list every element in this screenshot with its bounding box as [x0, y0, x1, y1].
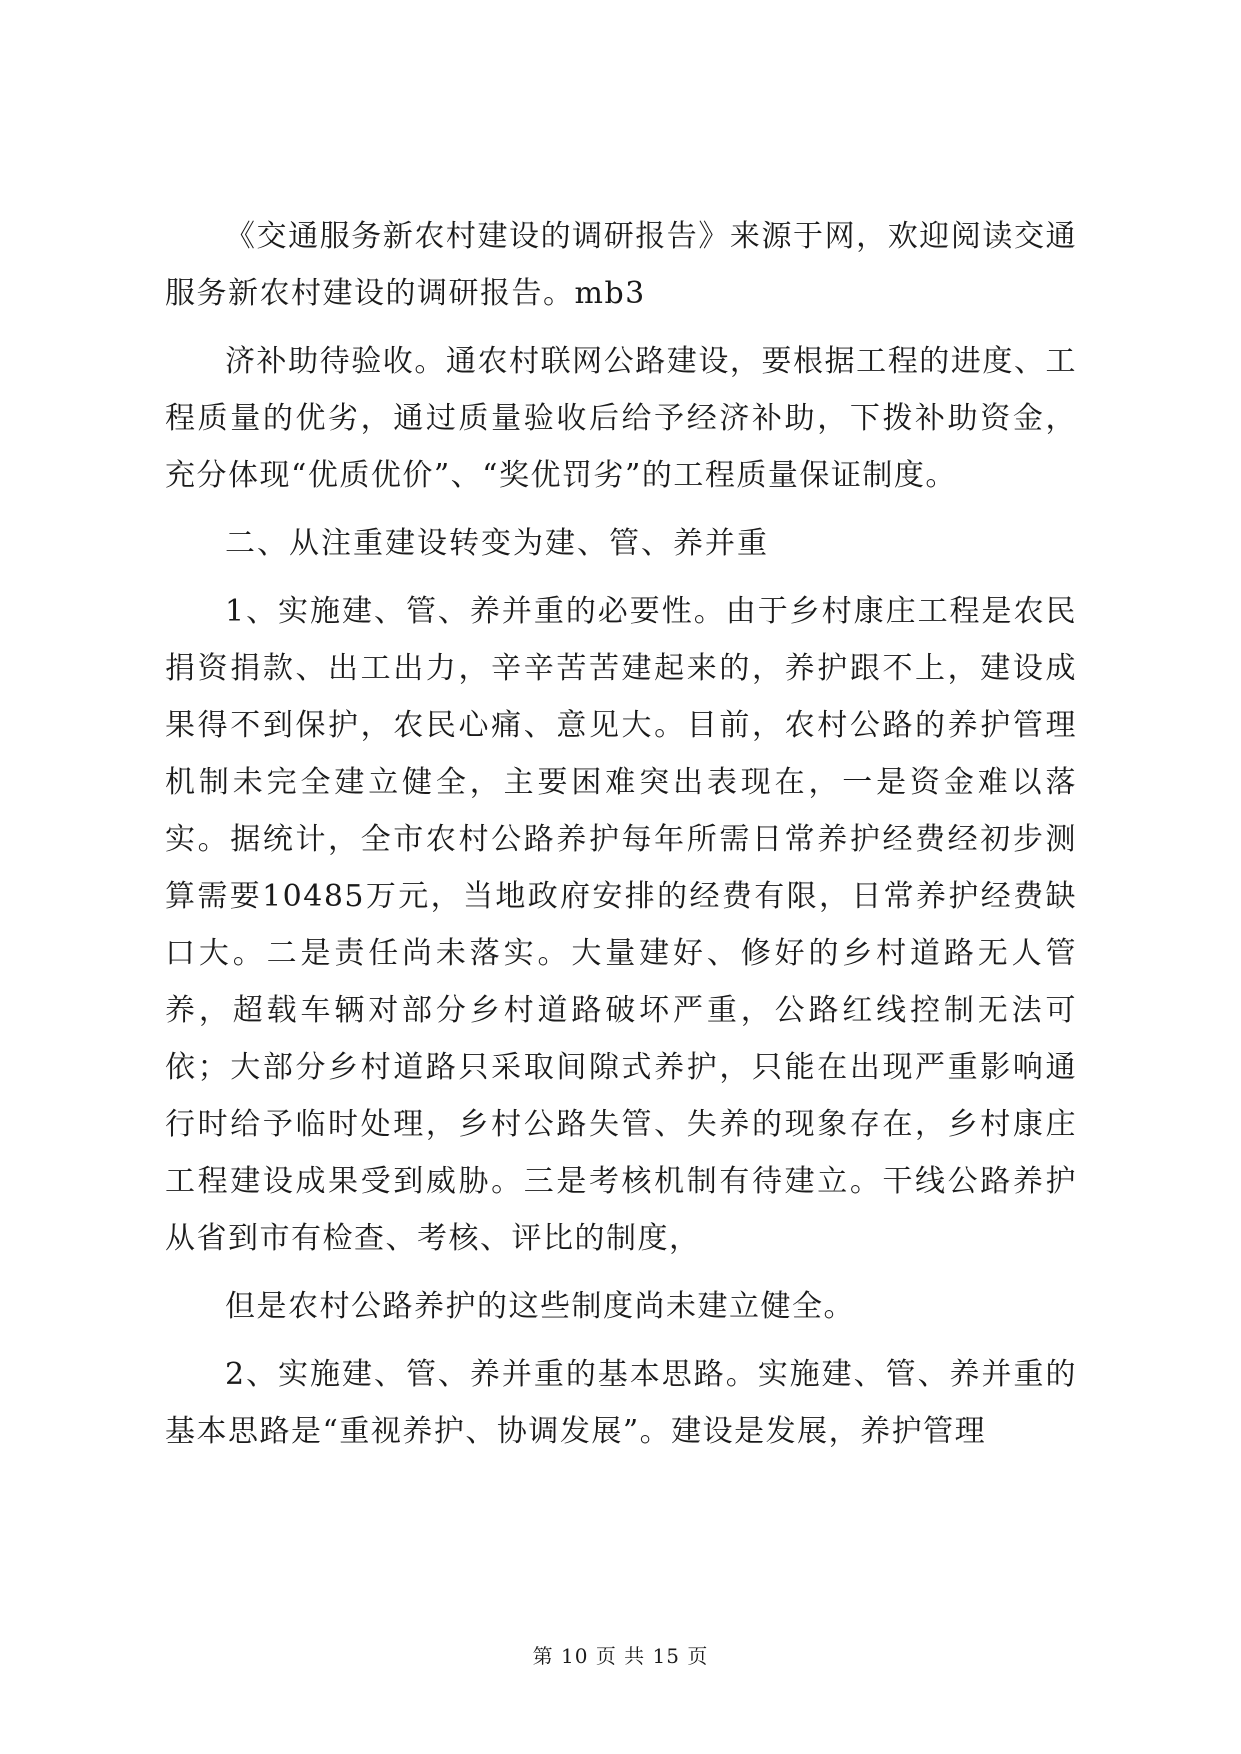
page-footer: 第 10 页 共 15 页	[532, 1644, 709, 1668]
paragraph-basic-approach: 2、实施建、管、养并重的基本思路。实施建、管、养并重的基本思路是“重视养护、协调发展”。建设是发展，养护管理	[165, 1357, 1077, 1449]
section-heading: 二、从注重建设转变为建、管、养并重	[225, 526, 769, 561]
paragraph-necessity: 1、实施建、管、养并重的必要性。由于乡村康庄工程是农民捐资捐款、出工出力，辛辛苦苦建起来的，养护跟不上，建设成果得不到保护，农民心痛、意见大。目前，农村公路的养护管理机制未完全建立健全，主要困难突出表现在，一是资金难以落实。据统计，全市农村公路养护每年所需日常养护经费经初步测算需要10485万元，当地政府安排的经费有限，日常养护经费缺口大。二是责任尚未落实。大量建好、修好的乡村道路无人管养，超载车辆对部分乡村道路破坏严重，公路红线控制无法可依；大部分乡村道路只采取间隙式养护，只能在出现严重影响通行时给予临时处理，乡村公路失管、失养的现象存在，乡村康庄工程建设成果受到威胁。三是考核机制有待建立。干线公路养护从省到市有检查、考核、评比的制度，	[165, 594, 1077, 1256]
paragraph-intro: 《交通服务新农村建设的调研报告》来源于网，欢迎阅读交通服务新农村建设的调研报告。mb3	[165, 219, 1077, 311]
paragraph-systems: 但是农村公路养护的这些制度尚未建立健全。	[225, 1289, 855, 1324]
paragraph-subsidy: 济补助待验收。通农村联网公路建设，要根据工程的进度、工程质量的优劣，通过质量验收后给予经济补助，下拨补助资金，充分体现“优质优价”、“奖优罚劣”的工程质量保证制度。	[165, 344, 1077, 493]
document-body	[165, 208, 1077, 1471]
